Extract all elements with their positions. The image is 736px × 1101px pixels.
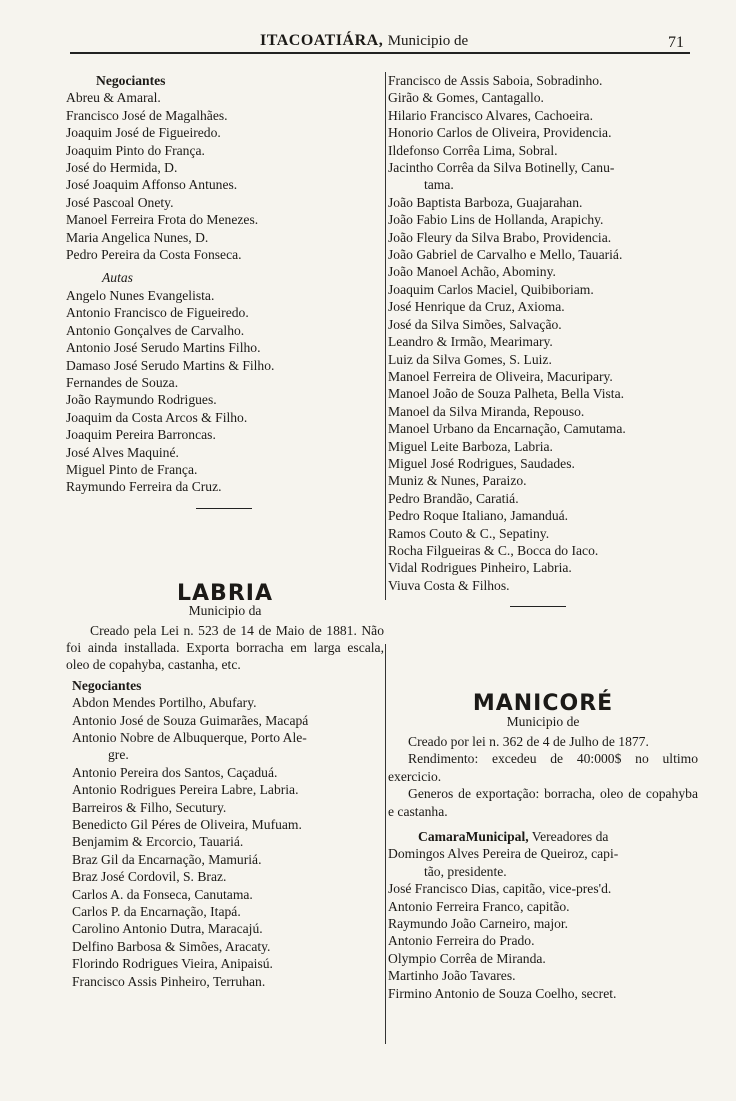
list-item: Raymundo Ferreira da Cruz.	[66, 479, 222, 495]
negociantes-heading: Negociantes	[96, 73, 166, 88]
list-item: Viuva Costa & Filhos.	[388, 577, 510, 593]
list-item: Martinho João Tavares.	[388, 968, 516, 984]
column-divider-top	[385, 72, 386, 600]
list-item: José da Silva Simões, Salvação.	[388, 316, 562, 332]
list-item: Vidal Rodrigues Pinheiro, Labria.	[388, 560, 572, 576]
list-item: Carolino Antonio Dutra, Maracajú.	[72, 921, 263, 937]
list-item: Antonio Francisco de Figueiredo.	[66, 305, 249, 321]
header-rule	[70, 52, 690, 54]
list-item: Miguel José Rodrigues, Saudades.	[388, 455, 575, 471]
list-item: Joaquim Pereira Barroncas.	[66, 427, 216, 443]
list-item: Manoel da Silva Miranda, Repouso.	[388, 403, 585, 419]
list-item: Honorio Carlos de Oliveira, Providencia.	[388, 125, 612, 141]
list-item: Leandro & Irmão, Mearimary.	[388, 334, 553, 350]
header-subtitle: Municipio de	[387, 33, 469, 49]
manicore-revenue: Rendimento: excedeu de 40:000$ no ultimo exercicio.	[388, 751, 698, 784]
list-item: Domingos Alves Pereira de Queiroz, capi-	[388, 846, 619, 862]
column-divider-bottom	[385, 644, 386, 1044]
negociantes-list	[66, 89, 384, 263]
list-item: José Alves Maquiné.	[66, 444, 179, 460]
list-item: João Fabio Lins de Hollanda, Arapichy.	[388, 212, 604, 228]
manicore-title: MANICORÉ	[472, 691, 614, 717]
list-item: João Raymundo Rodrigues.	[66, 392, 217, 408]
labria-subtitle: Municipio da	[188, 603, 262, 619]
list-item: Antonio Rodrigues Pereira Labre, Labria.	[72, 782, 299, 798]
list-item: Delfino Barbosa & Simões, Aracaty.	[72, 938, 271, 954]
list-item: Manoel Ferreira de Oliveira, Macuripary.	[388, 368, 613, 384]
list-item: Antonio Gonçalves de Carvalho.	[66, 322, 245, 338]
list-item: Raymundo João Carneiro, major.	[388, 916, 569, 932]
list-item: Abdon Mendes Portilho, Abufary.	[72, 695, 257, 711]
camara-heading	[388, 828, 698, 845]
list-item: Jacintho Corrêa da Silva Botinelly, Canu-	[388, 160, 615, 176]
list-item: Pedro Brandão, Caratiá.	[388, 490, 519, 506]
list-item: Joaquim Pinto do França.	[66, 142, 205, 158]
right-column	[388, 72, 698, 1002]
list-item: Francisco de Assis Saboia, Sobradinho.	[388, 73, 603, 88]
list-item: Girão & Gomes, Cantagallo.	[388, 90, 544, 106]
list-item: Abreu & Amaral.	[66, 90, 161, 106]
list-item: Pedro Pereira da Costa Fonseca.	[66, 247, 242, 263]
manicore-created: Creado por lei n. 362 de 4 de Julho de 1877.	[408, 734, 649, 749]
list-item: Braz Gil da Encarnação, Mamuriá.	[72, 851, 262, 867]
labria-negociantes-list	[66, 694, 384, 990]
list-item: Miguel Leite Barboza, Labria.	[388, 438, 553, 454]
manicore-exports: Generos de exportação: borracha, oleo de copahyba e castanha.	[388, 786, 698, 819]
manicore-subtitle: Municipio de	[506, 713, 580, 729]
list-item: Braz José Cordovil, S. Braz.	[72, 869, 227, 885]
list-item: Florindo Rodrigues Vieira, Anipaisú.	[72, 956, 273, 972]
list-item-continuation: tama.	[424, 177, 454, 193]
page-running-title	[260, 32, 468, 50]
list-item: Benedicto Gil Péres de Oliveira, Mufuam.	[72, 817, 302, 833]
list-item: Fernandes de Souza.	[66, 374, 179, 390]
list-item: Olympio Corrêa de Miranda.	[388, 950, 546, 966]
list-item: Antonio José Serudo Martins Filho.	[66, 340, 261, 356]
list-item: José do Hermida, D.	[66, 160, 178, 176]
camara-members-list	[388, 845, 698, 1002]
list-item: Antonio Nobre de Albuquerque, Porto Ale-	[72, 730, 307, 745]
list-item: Joaquim da Costa Arcos & Filho.	[66, 409, 248, 425]
list-item: Damaso José Serudo Martins & Filho.	[66, 357, 275, 373]
list-item: Manoel João de Souza Palheta, Bella Vista.	[388, 386, 625, 402]
list-item: Pedro Roque Italiano, Jamanduá.	[388, 508, 569, 524]
list-item: Muniz & Nunes, Paraizo.	[388, 473, 527, 489]
list-item: João Gabriel de Carvalho e Mello, Tauariá.	[388, 247, 623, 263]
list-item: Joaquim José de Figueiredo.	[66, 125, 221, 141]
left-column	[66, 72, 384, 990]
list-item: José Pascoal Onety.	[66, 194, 174, 210]
labria-description: Creado pela Lei n. 523 de 14 de Maio de 1881. Não foi ainda installada. Exporta borracha em larga escala, oleo de copahyba, castanha, etc.	[66, 622, 384, 673]
list-item: Carlos P. da Encarnação, Itapá.	[72, 904, 241, 920]
list-item: Firmino Antonio de Souza Coelho, secret.	[388, 985, 617, 1001]
list-item: Antonio Ferreira do Prado.	[388, 933, 535, 949]
labria-negociantes-continued-list	[388, 72, 698, 594]
list-item-continuation: gre.	[108, 747, 129, 763]
page-number: 71	[668, 34, 684, 51]
list-item: Angelo Nunes Evangelista.	[66, 287, 215, 303]
list-item: Manoel Ferreira Frota do Menezes.	[66, 212, 259, 228]
list-item: Ildefonso Corrêa Lima, Sobral.	[388, 142, 558, 158]
list-item: Antonio Pereira dos Santos, Caçaduá.	[72, 764, 278, 780]
list-item: José Henrique da Cruz, Axioma.	[388, 299, 565, 315]
autas-list	[66, 287, 384, 496]
list-item: João Fleury da Silva Brabo, Providencia.	[388, 229, 612, 245]
autas-heading: Autas	[102, 270, 133, 286]
list-item: Carlos A. da Fonseca, Canutama.	[72, 886, 253, 902]
header-title: ITACOATIÁRA,	[260, 32, 384, 49]
list-item: Hilario Francisco Alvares, Cachoeira.	[388, 107, 593, 123]
list-item: João Baptista Barboza, Guajarahan.	[388, 194, 583, 210]
list-item: Francisco Assis Pinheiro, Terruhan.	[72, 973, 266, 989]
page-header	[70, 30, 690, 56]
list-item: José Joaquim Affonso Antunes.	[66, 177, 238, 193]
list-item: João Manoel Achão, Abominy.	[388, 264, 556, 280]
list-item: Miguel Pinto de França.	[66, 461, 198, 477]
list-item: Antonio José de Souza Guimarães, Macapá	[72, 712, 309, 728]
camara-heading-tail: Vereadores da	[531, 829, 609, 845]
camara-heading-label: CamaraMunicipal,	[418, 829, 529, 845]
list-item: José Francisco Dias, capitão, vice-pres'd.	[388, 881, 612, 897]
list-item: Rocha Filgueiras & C., Bocca do Iaco.	[388, 542, 599, 558]
list-item: Joaquim Carlos Maciel, Quibiboriam.	[388, 281, 594, 297]
list-item: Antonio Ferreira Franco, capitão.	[388, 898, 570, 914]
list-item: Francisco José de Magalhães.	[66, 107, 228, 123]
list-item: Luiz da Silva Gomes, S. Luiz.	[388, 351, 552, 367]
list-item: Barreiros & Filho, Secutury.	[72, 799, 227, 815]
list-item-continuation: tão, presidente.	[424, 863, 507, 879]
list-item: Maria Angelica Nunes, D.	[66, 229, 209, 245]
labria-title: LABRIA	[177, 580, 273, 606]
list-item: Ramos Couto & C., Sepatiny.	[388, 525, 550, 541]
labria-negociantes-heading: Negociantes	[72, 677, 142, 693]
list-item: Benjamim & Ercorcio, Tauariá.	[72, 834, 244, 850]
list-item: Manoel Urbano da Encarnação, Camutama.	[388, 421, 626, 437]
